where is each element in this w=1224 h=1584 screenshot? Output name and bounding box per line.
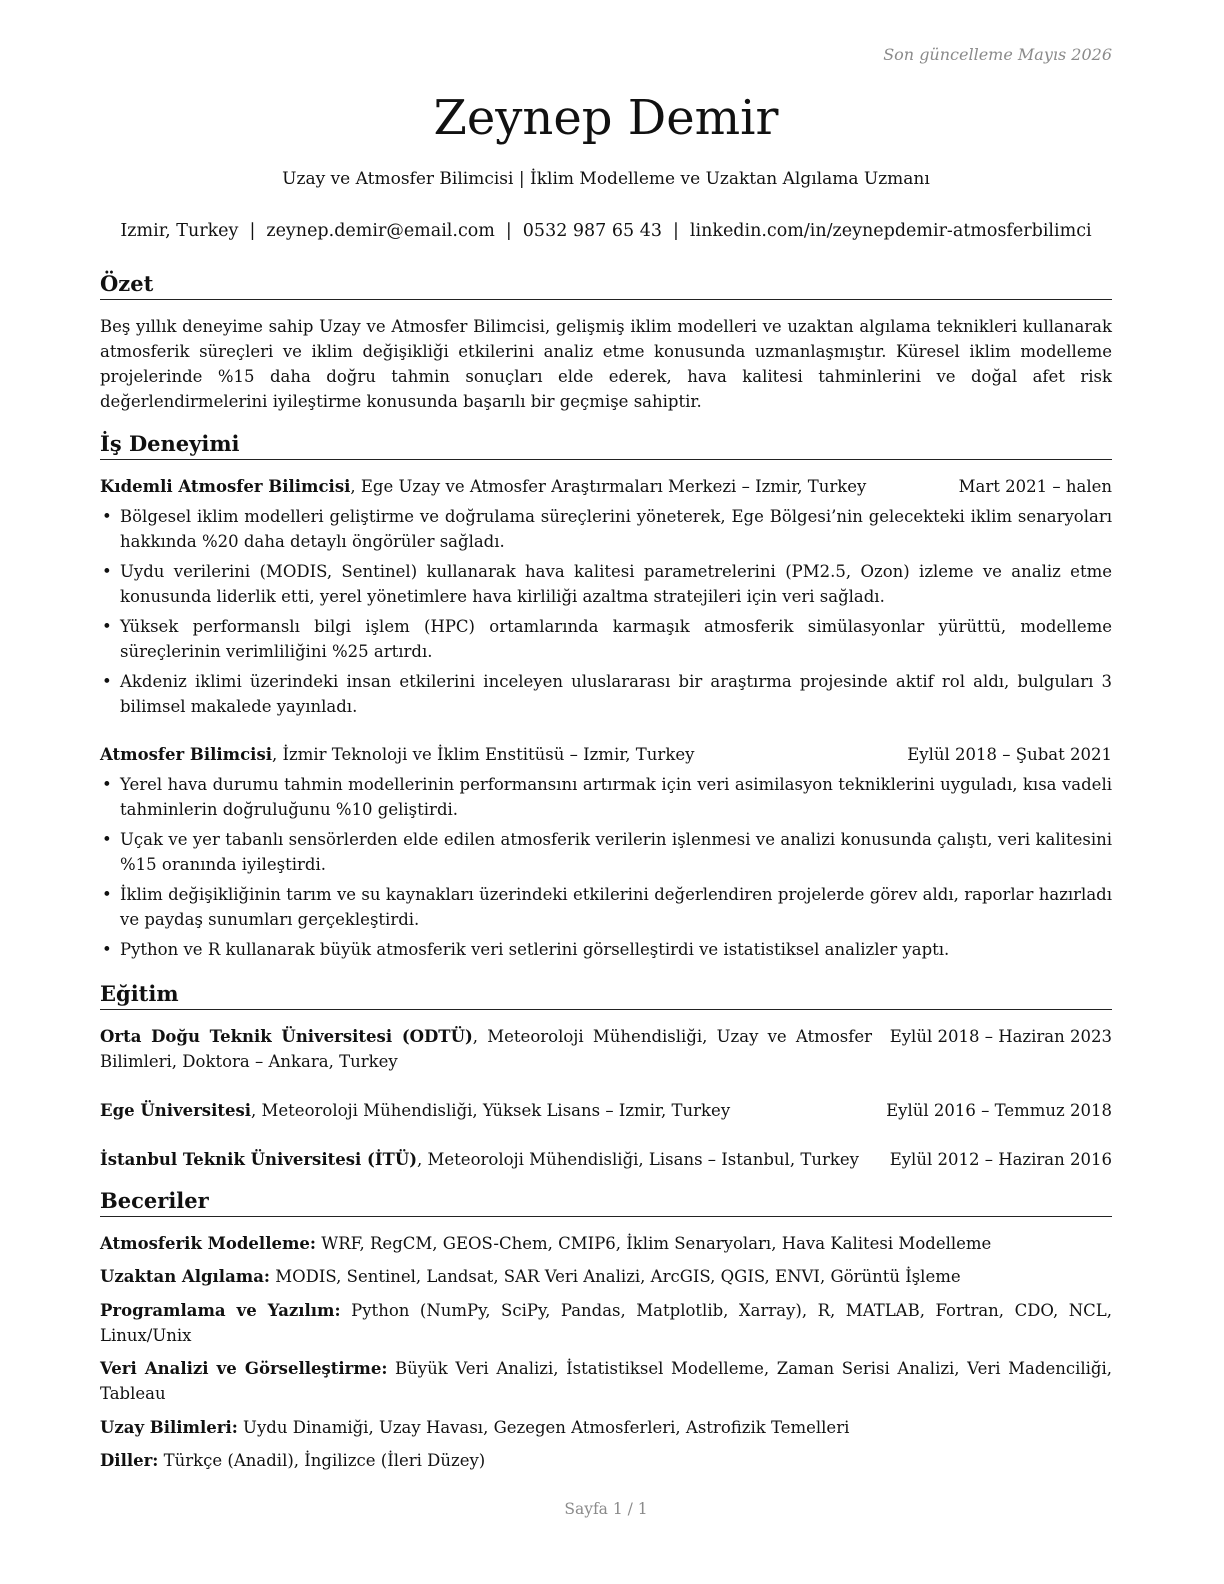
education-dates: Eylül 2012 – Haziran 2016 — [884, 1147, 1112, 1172]
contact-separator: | — [672, 221, 679, 241]
skill-value: Büyük Veri Analizi, İstatistiksel Modelleme, Zaman Serisi Analizi, Veri Madenciliği, Tableau — [100, 1359, 1112, 1403]
section-title-education: Eğitim — [100, 981, 1112, 1010]
education-dates: Eylül 2016 – Temmuz 2018 — [880, 1098, 1112, 1123]
skill-row — [100, 1298, 1112, 1348]
page-number: Sayfa 1 / 1 — [564, 1500, 648, 1518]
job-bullet: • Bölgesel iklim modelleri geliştirme ve doğrulama süreçlerini yöneterek, Ege Bölgesi’nin gelecekteki iklim senaryoları hakkında %20 daha detaylı öngörüler sağladı. — [100, 504, 1112, 554]
skill-label: Uzaktan Algılama: — [100, 1267, 271, 1286]
job-bullet: • Yerel hava durumu tahmin modellerinin performansını artırmak için veri asimilasyon tekniklerini uyguladı, kısa vadeli tahminlerin doğruluğunu %10 geliştirdi. — [100, 772, 1112, 822]
skill-value: Python (NumPy, SciPy, Pandas, Matplotlib, Xarray), R, MATLAB, Fortran, CDO, NCL, Linux/Unix — [100, 1301, 1112, 1345]
section-title-skills: Beceriler — [100, 1188, 1112, 1217]
education-detail: , Meteoroloji Mühendisliği, Yüksek Lisans – Izmir, Turkey — [251, 1101, 731, 1120]
job-bullet: • İklim değişikliğinin tarım ve su kaynakları üzerindeki etkilerini değerlendiren projelerde görev aldı, raporlar hazırladı ve paydaş sunumları gerçekleştirdi. — [100, 882, 1112, 932]
job-role: Kıdemli Atmosfer Bilimcisi — [100, 477, 351, 496]
skill-row — [100, 1231, 1112, 1256]
education-school: İstanbul Teknik Üniversitesi (İTÜ) — [100, 1150, 418, 1169]
contact-linkedin[interactable]: linkedin.com/in/zeynepdemir-atmosferbilimci — [689, 221, 1092, 241]
contact-line — [100, 219, 1112, 243]
skill-row — [100, 1264, 1112, 1289]
education-detail: , Meteoroloji Mühendisliği, Lisans – Istanbul, Turkey — [417, 1150, 859, 1169]
education-school: Ege Üniversitesi — [100, 1101, 252, 1120]
skill-value: WRF, RegCM, GEOS-Chem, CMIP6, İklim Senaryoları, Hava Kalitesi Modelleme — [316, 1234, 992, 1253]
job-bullets — [100, 504, 1112, 724]
skill-row — [100, 1415, 1112, 1440]
skill-label: Programlama ve Yazılım: — [100, 1301, 341, 1320]
skill-value: Türkçe (Anadil), İngilizce (İleri Düzey) — [158, 1451, 486, 1470]
headline: Uzay ve Atmosfer Bilimcisi | İklim Modelleme ve Uzaktan Algılama Uzmanı — [282, 169, 930, 189]
last-updated: Son güncelleme Mayıs 2026 — [883, 45, 1112, 64]
job-dates: Eylül 2018 – Şubat 2021 — [907, 745, 1112, 764]
education-item — [100, 1098, 1112, 1123]
skill-row — [100, 1448, 1112, 1473]
job-bullet: • Uydu verilerini (MODIS, Sentinel) kullanarak hava kalitesi parametrelerini (PM2.5, Ozon) izleme ve analiz etme konusunda liderlik etti, yerel yönetimlere hava kirliliği azaltma stratejileri için veri sağladı. — [100, 559, 1112, 609]
job-bullet: • Akdeniz iklimi üzerindeki insan etkilerini inceleyen uluslararası bir araştırma projesinde aktif rol aldı, bulguları 3 bilimsel makalede yayınladı. — [100, 669, 1112, 719]
summary-text: Beş yıllık deneyime sahip Uzay ve Atmosfer Bilimcisi, gelişmiş iklim modelleri ve uzaktan algılama teknikleri kullanarak atmosferik süreçleri ve iklim değişikliği etkilerini analiz etme konusunda uzmanlaşmıştır. Küresel iklim modelleme projelerinde %15 daha doğru tahmin sonuçları elde ederek, hava kalitesi tahminlerini ve doğal afet risk değerlendirmelerini iyileştirme konusunda başarılı bir geçmişe sahiptir. — [100, 317, 1112, 411]
contact-separator: | — [505, 221, 512, 241]
education-item — [100, 1147, 1112, 1172]
job-role: Atmosfer Bilimcisi — [100, 745, 273, 764]
job-bullets — [100, 772, 1112, 967]
skill-row — [100, 1356, 1112, 1406]
contact-location: Izmir, Turkey — [120, 221, 239, 241]
contact-email[interactable]: zeynep.demir@email.com — [266, 221, 495, 241]
job-header — [100, 474, 1112, 499]
education-item — [100, 1024, 1112, 1074]
job-dates: Mart 2021 – halen — [958, 477, 1112, 496]
job-bullet: • Yüksek performanslı bilgi işlem (HPC) ortamlarında karmaşık atmosferik simülasyonlar yürüttü, modelleme süreçlerinin verimliliğini %25 artırdı. — [100, 614, 1112, 664]
contact-separator: | — [249, 221, 256, 241]
section-title-summary: Özet — [100, 271, 1112, 300]
skill-value: Uydu Dinamiği, Uzay Havası, Gezegen Atmosferleri, Astrofizik Temelleri — [237, 1418, 850, 1437]
job-org: , İzmir Teknoloji ve İklim Enstitüsü – Izmir, Turkey — [272, 745, 695, 764]
skill-label: Veri Analizi ve Görselleştirme: — [100, 1359, 388, 1378]
section-title-experience: İş Deneyimi — [100, 431, 1112, 460]
candidate-name: Zeynep Demir — [433, 90, 779, 146]
education-school: Orta Doğu Teknik Üniversitesi (ODTÜ) — [100, 1027, 473, 1046]
skill-label: Atmosferik Modelleme: — [100, 1234, 317, 1253]
education-detail: , Meteoroloji Mühendisliği, Uzay ve Atmosfer Bilimleri, Doktora – Ankara, Turkey — [100, 1027, 872, 1071]
job-bullet: • Python ve R kullanarak büyük atmosferik veri setlerini görselleştirdi ve istatistiksel analizler yaptı. — [100, 937, 1112, 962]
contact-phone: 0532 987 65 43 — [522, 221, 662, 241]
job-bullet: • Uçak ve yer tabanlı sensörlerden elde edilen atmosferik verilerin işlenmesi ve analizi konusunda çalıştı, veri kalitesini %15 oranında iyileştirdi. — [100, 827, 1112, 877]
skill-value: MODIS, Sentinel, Landsat, SAR Veri Analizi, ArcGIS, QGIS, ENVI, Görüntü İşleme — [270, 1267, 961, 1286]
skill-label: Uzay Bilimleri: — [100, 1418, 238, 1437]
job-header — [100, 742, 1112, 767]
education-dates: Eylül 2018 – Haziran 2023 — [884, 1024, 1112, 1049]
skill-label: Diller: — [100, 1451, 159, 1470]
job-org: , Ege Uzay ve Atmosfer Araştırmaları Merkezi – Izmir, Turkey — [350, 477, 867, 496]
